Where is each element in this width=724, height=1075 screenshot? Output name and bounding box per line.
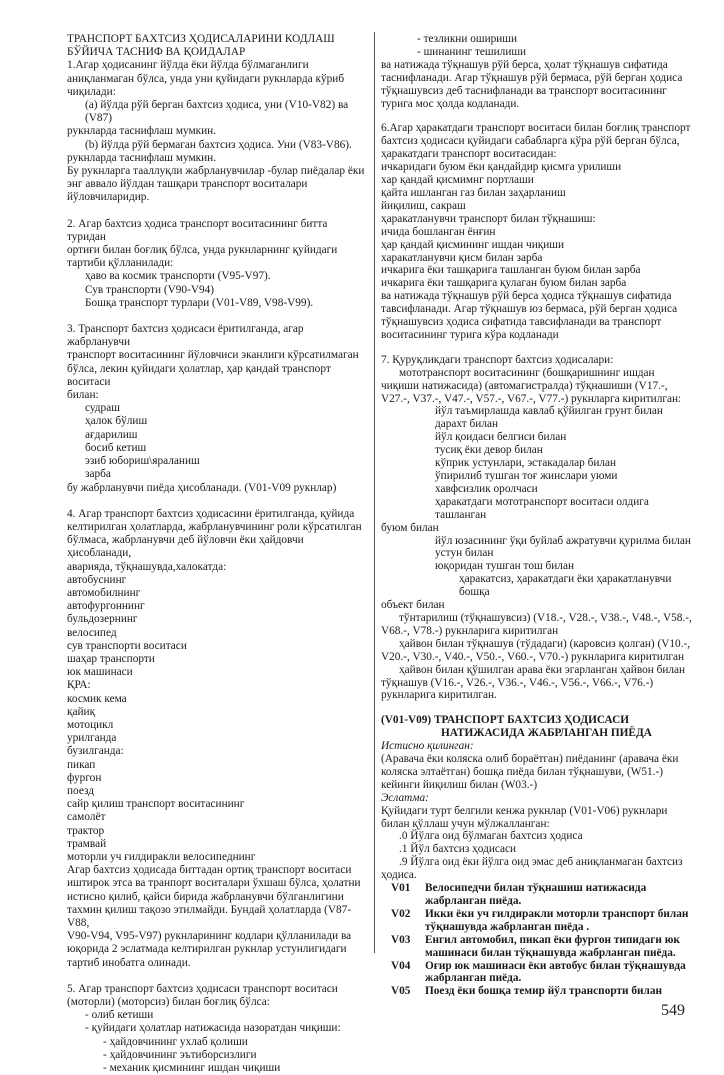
list-item: ҳаракатсиз, ҳаракатдаги ёки ҳаракатланувчи бошқа [459, 573, 672, 599]
section-heading-line: (V01-V09) ТРАНСПОРТ БАХТСИЗ ҲОДИСАСИ [381, 714, 630, 727]
list-item: ҳалок бўлиш [85, 415, 148, 428]
list-item-continued: объект билан [381, 599, 445, 612]
subcode-item: .0 Йўлга оид бўлмаган бахтсиз ҳодиса [399, 830, 583, 843]
paragraph-line: кейинги йиқилиш билан (W03.-) [381, 778, 538, 791]
subcode-item-continued: ҳодиса. [381, 869, 417, 882]
list-item: Бошқа транспорт турлари (V01-V89, V98-V99). [85, 296, 314, 309]
section-heading [381, 714, 693, 740]
paragraph-line: тўқнашувсиз ҳодиса сифатида тавсифланади ва транспорт [381, 316, 662, 329]
list-item: йўл юзасининг ўқи буйлаб ажратувчи қурилма билан [435, 534, 691, 547]
paragraph-line: рукнларига киритилган. [381, 689, 497, 702]
list-item: сув транспорти воситаси [67, 639, 187, 652]
code-description: Поезд ёки бошқа темир йўл транспорти билан [425, 985, 663, 998]
list-item-continued: буюм билан [381, 521, 439, 534]
paragraph-line: тўнтарилиш (тўқнашувсиз) (V18.-, V28.-, V38.-, V48.-, V58.-, [399, 611, 692, 624]
list-item: ҳар қандай қисмининг ишдан чиқиши [381, 238, 565, 251]
paragraph-line: ва натижада тўқнашув рўй берса ҳодиса тўқнашув сифатида [381, 290, 672, 303]
section-3 [67, 323, 367, 495]
list-item: бульдозернинг [67, 613, 138, 626]
paragraph-line: ҳайвон билан тўқнашув (тўдадаги) (каровсиз қолган) (V10.-, [399, 637, 691, 650]
paragraph-line: (моторли) (моторсиз) билан боғлиқ бўлса: [67, 996, 270, 1009]
paragraph-line: 7. Қуруқликдаги транспорт бахтсиз ҳодисалари: [381, 353, 614, 366]
list-item: кўприк устунлари, эстакадалар билан [435, 457, 617, 470]
paragraph-line: 4. Агар транспорт бахтсиз ҳодисасини ёритилганда, қуйида [67, 507, 355, 520]
list-item: бузилганда: [67, 745, 124, 758]
paragraph-line: тўқнашув (V16.-, V26.-, V36.-, V46.-, V56.-, V66.-, V76.-) [381, 676, 654, 689]
list-item: мотоцикл [67, 718, 114, 731]
left-column [67, 33, 367, 1075]
paragraph-line: чиқиши натижасида) (автомагистралда) тўқнашиши (V17.-, [381, 379, 668, 392]
paragraph-line: келтирилган ҳолатларда, жабрланувчининг роли кўрсатилган [67, 520, 362, 533]
paragraph-line: коляска элтаётган) бошқа пиёда билан тўқнашуви, (W51.-) [381, 765, 664, 778]
list-item: ҳаракатдаги мототранспорт воситаси олдига ташланган [435, 495, 649, 521]
code-description: Енгил автомобил, пикап ёки фургон типидаги юк машинаси билан тўқнашувда жабрланган пиёда. [425, 933, 680, 959]
paragraph-line: бўлмаса, жабрланувчи деб йўловчи ёки ҳайдовчи ҳисобланади, [67, 534, 304, 560]
paragraph-line: V20.-, V30.-, V40.-, V50.-, V60.-, V70.-) рукнларига киритилган [381, 650, 685, 663]
paragraph-line: Бу рукнларга тааллуқли жабрланувчилар -булар пиёдалар ёки [67, 165, 365, 178]
list-item: шаҳар транспорти [67, 652, 155, 665]
list-item: велосипед [67, 626, 117, 639]
paragraph-line: аниқланмаган бўлса, унда уни қуйидаги рукнларда кўриб [67, 72, 345, 85]
list-item: эзиб юбориш\яраланиш [85, 455, 200, 468]
paragraph-line: 6.Агар ҳаракатдаги транспорт воситаси билан боғлиқ транспорт [381, 122, 691, 135]
list-item: юқоридан тушган тош билан [435, 560, 575, 573]
paragraph-line: билан: [67, 389, 99, 402]
list-item: автобуснинг [67, 573, 127, 586]
paragraph-line: турига мос ҳолда кодланади. [381, 97, 520, 110]
paragraph-line: мототранспорт воситасининг (бошқаришнинг ишдан [399, 366, 655, 379]
section-6 [381, 122, 693, 341]
list-item: ичкаридаги буюм ёки қандайдир қисмга урилиши [381, 161, 622, 174]
excluded-label: Истисно қилинган: [381, 740, 474, 753]
code-label: V02 [391, 907, 411, 920]
paragraph-line: V27.-, V37.-, V47.-, V57.-, V67.-, V77.-) рукнларга киритилган: [381, 392, 682, 405]
paragraph-line: рукнларда таснифлаш мумкин. [67, 151, 217, 164]
sub-list-item: - тезликни ошириши [417, 33, 518, 45]
column-divider [374, 32, 375, 953]
list-item: ичида бошланган ёнғин [381, 225, 496, 238]
paragraph-line: Қуйидаги турт белгили кенжа рукнлар (V01-V06) рукнлари [381, 804, 668, 817]
list-item: йўл таъмирлашда кавлаб қўйилган грунт билан [435, 405, 663, 418]
paragraph-line: (b) йўлда рўй бермаган бахтсиз ҳодиса. Уни (V83-V86). [85, 138, 352, 151]
paragraph-line: юқорида 2 эслатмада келтирилган рукнлар устунлигидаги [67, 943, 347, 956]
page-number: 549 [661, 1002, 685, 1019]
section-heading-line: НАТИЖАСИДА ЖАБРЛАНГАН ПИЁДА [441, 727, 652, 740]
list-item: ичкарига ёки ташқарига ташланган буюм билан зарба [381, 264, 641, 277]
subcode-item: .1 Йўл бахтсиз ҳодисаси [399, 843, 517, 856]
list-item: автомобилнинг [67, 586, 141, 599]
list-item: ҚРА: [67, 679, 91, 692]
sub-list-item: - механик қисмининг ишдан чиқиши [103, 1062, 281, 1075]
section-5 [67, 983, 367, 1075]
list-item: қайта ишланган газ билан заҳарланиш [381, 186, 566, 199]
code-item [381, 934, 693, 960]
list-item: дарахт билан [435, 418, 499, 431]
right-column [381, 33, 693, 998]
list-item: ағдарилиш [85, 428, 138, 441]
note-label: Эслатма: [381, 791, 429, 804]
paragraph-line: тартиб инобатга олинади. [67, 956, 191, 969]
subcode-item: .9 Йўлга оид ёки йўлга оид эмас деб аниқланмаган бахтсиз [399, 856, 683, 869]
code-label: V05 [391, 985, 411, 998]
list-item: ўпирилиб тушган тоғ жинслари уюми [435, 470, 618, 482]
list-item: қайиқ [67, 705, 96, 718]
list-item: харакатланувчи қисм билан зарба [381, 251, 543, 264]
list-item: ҳаракатланувчи транспорт билан тўқнашиш: [381, 212, 596, 225]
list-item: юк машинаси [67, 666, 133, 679]
list-item: сайр қилиш транспорт воситасининг [67, 798, 245, 811]
paragraph-line: 5. Агар транспорт бахтсиз ҳодисаси транспорт воситаси [67, 982, 338, 995]
paragraph-line: тартиби қўлланилади: [67, 257, 174, 270]
code-description: Велосипедчи билан тўқнашиш натижасида жабрланган пиёда. [425, 882, 647, 907]
code-description: Оғир юк машинаси ёки автобус билан тўқнашувда жабрланган пиёда. [425, 959, 686, 985]
paragraph-line: истисно қилиб, қайси бирида жабрланувчи бўлганлигини [67, 890, 344, 903]
list-item: космик кема [67, 692, 127, 705]
list-item: - қуйидаги ҳолатлар натижасида назоратдан чиқиши: [85, 1022, 341, 1035]
code-label: V04 [391, 959, 411, 972]
section-7 [381, 354, 693, 702]
sub-list-item: - ҳайдовчининг эътиборсизлиги [103, 1048, 257, 1061]
list-item: автофургоннинг [67, 600, 145, 613]
list-item: ҳаво ва космик транспорти (V95-V97). [85, 270, 271, 283]
list-item: моторли уч ғилдиракли велосипеднинг [67, 850, 256, 863]
code-item [381, 908, 693, 934]
code-label: V03 [391, 933, 411, 946]
list-item: хавфсизлик оролчаси [435, 482, 538, 495]
code-item [381, 882, 693, 908]
paragraph-line: (а) йўлда рўй берган бахтсиз ҳодиса, уни (V10-V82) ва (V87) [85, 99, 349, 125]
paragraph-line: тўқнашувсиз деб таснифланади ва транспорт воситасининг [381, 84, 667, 97]
code-item [381, 960, 693, 986]
list-item: хар қандай қисмимнг портлаши [381, 174, 534, 187]
paragraph-line: воситасининг турига кўра кодланади [381, 328, 559, 341]
paragraph-line: V68.-, V78.-) рукнларига киритилган [381, 624, 559, 637]
list-item: судраш [85, 402, 120, 415]
list-item: самолёт [67, 811, 106, 824]
paragraph-line: Агар бахтсиз ҳодисада биттадан ортиқ транспорт воситаси [67, 864, 352, 877]
paragraph-line: бахтсиз ҳодисаси қуйидаги сабабларга кўра рўй берган бўлса, [381, 135, 680, 148]
paragraph-line: (Аравача ёки коляска олиб бораётган) пиёданинг (аравача ёки [381, 753, 679, 766]
paragraph-line: ортиғи билан боғлиқ бўлса, унда рукнларнинг қуйидаги [67, 244, 338, 257]
list-item: - олиб кетиши [85, 1009, 154, 1022]
paragraph-line: йўловчиларидир. [67, 191, 150, 204]
list-item: поезд [67, 784, 94, 797]
list-item: тусиқ ёки девор билан [435, 444, 543, 457]
document-title-line: ТРАНСПОРТ БАХТСИЗ ҲОДИСАЛАРИНИ КОДЛАШ [67, 33, 335, 45]
paragraph-line: иштирок этса ва транпорт воситалари ўхшаш бўлса, ҳолатни [67, 877, 361, 890]
paragraph-line: энг аввало йўлдан ташқари транспорт воситалари [67, 178, 308, 191]
list-item: пикап [67, 758, 96, 771]
code-list [381, 882, 693, 998]
code-description: Икки ёки уч ғилдиракли моторли транспорт билан тўқнашувда жабрланган пиёда . [425, 907, 689, 933]
paragraph-line: бўлса, лекин қуйидаги ҳолатлар, ҳар қандай транспорт воситаси [67, 362, 331, 388]
paragraph-line: таснифланади. Агар тўқнашув рўй бермаса, рўй берган ҳодиса [381, 71, 683, 84]
paragraph-line: V90-V94, V95-V97) рукнларининг кодлари қўлланилади ва [67, 930, 352, 943]
sub-list-item: - шинанинг тешилиши [417, 45, 527, 58]
paragraph-line: бу жабрланувчи пиёда ҳисобланади. (V01-V09 рукнлар) [67, 481, 337, 494]
list-item: йўл қоидаси белгиси билан [435, 431, 567, 444]
section-4 [67, 508, 367, 970]
sub-list-item: - ҳайдовчининг ухлаб қолиши [103, 1035, 248, 1048]
list-item: зарба [85, 468, 111, 481]
paragraph-line: рукнларда таснифлаш мумкин. [67, 125, 217, 138]
list-item: ичкарига ёки ташқарига қулаган буюм билан зарба [381, 277, 627, 290]
section-2 [67, 218, 367, 310]
paragraph-line: ҳайвон билан қўшилган арава ёки эгарланган ҳайвон билан [399, 663, 686, 676]
list-item: босиб кетиш [85, 441, 147, 454]
list-item: трамвай [67, 837, 107, 850]
paragraph-line: 2. Агар бахтсиз ҳодиса транспорт воситасининг битта туридан [67, 217, 328, 243]
list-item: Сув транспорти (V90-V94) [85, 283, 215, 296]
list-item: фургон [67, 771, 102, 784]
code-label: V01 [391, 882, 411, 895]
paragraph-line: тавсифланади. Агар тўқнашув юз бермаса, рўй берган ҳодиса [381, 303, 678, 316]
paragraph-line: билан қўллаш учун мўлжалланган: [381, 817, 550, 830]
list-item: урилганда [67, 732, 117, 745]
list-item: устун билан [435, 547, 494, 560]
document-title-line: БЎЙИЧА ТАСНИФ ВА ҚОИДАЛАР [67, 46, 246, 59]
paragraph-line: ва натижада тўқнашув рўй берса, ҳолат тўқнашув сифатида [381, 58, 668, 71]
paragraph-line: 3. Транспорт бахтсиз ҳодисаси ёритилганда, агар жабрланувчи [67, 323, 304, 349]
section-1 [67, 59, 367, 204]
section-5-continued [381, 33, 693, 110]
list-item: йиқилиш, сакраш [381, 199, 466, 212]
paragraph-line: 1.Агар ҳодисанинг йўлда ёки йўлда бўлмаганлиги [67, 59, 309, 72]
paragraph-line: чиқилади: [67, 85, 116, 98]
paragraph-line: аварияда, тўқнашувда,халокатда: [67, 560, 227, 573]
paragraph-line: тахмин қилиш тақозо этилмайди. Бундай ҳолатларда (V87-V88, [67, 903, 352, 929]
paragraph-line: транспорт воситасининг йўловчиси эканлиги кўрсатилмаган [67, 349, 359, 362]
list-item: трактор [67, 824, 105, 837]
paragraph-line: ҳаракатдаги транспорт воситасидан: [381, 148, 557, 161]
code-item [381, 985, 693, 998]
